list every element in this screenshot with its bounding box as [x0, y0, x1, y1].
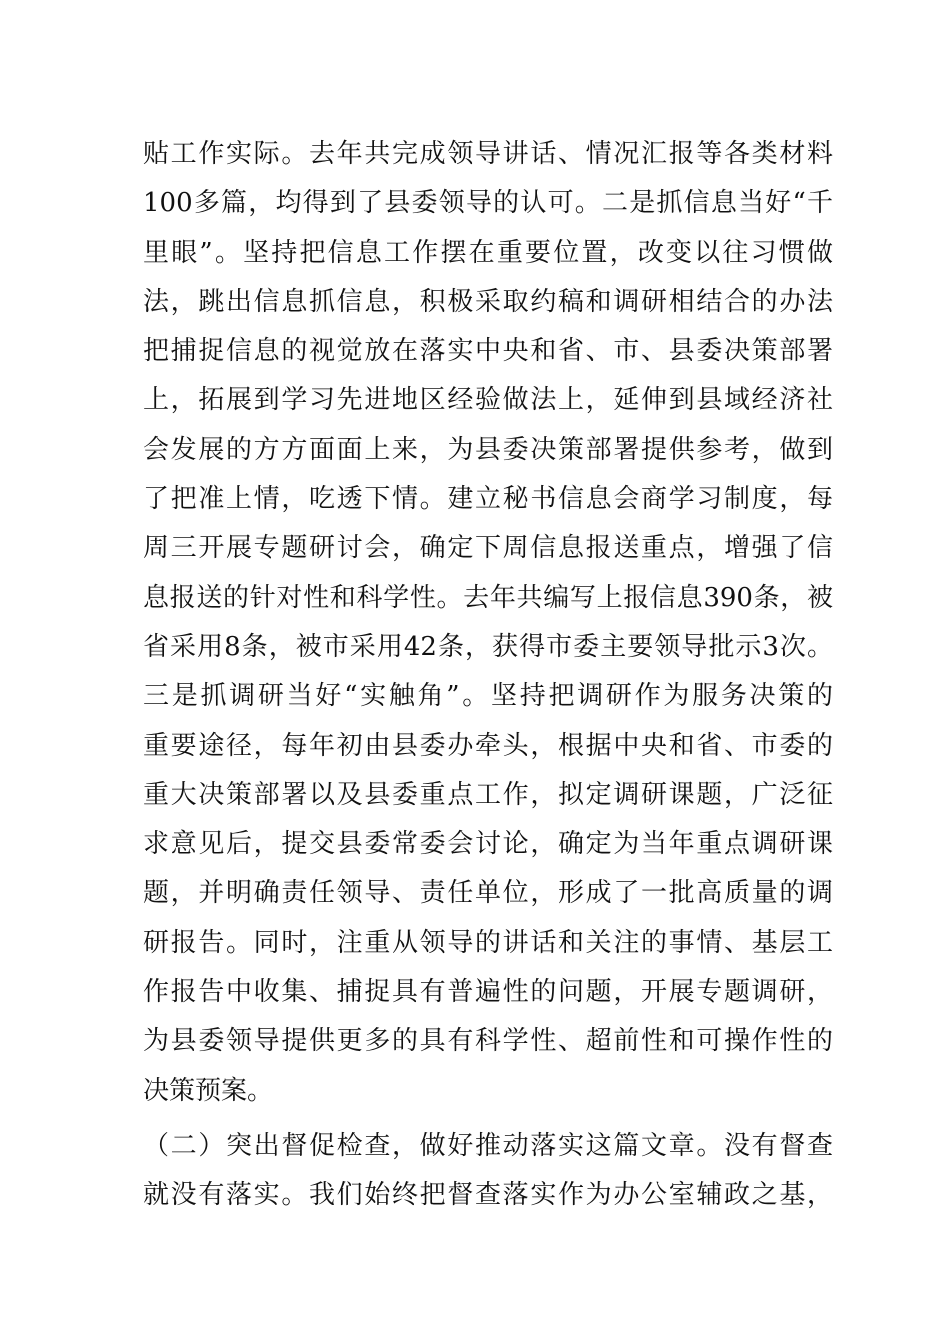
text-line: 息报送的针对性和科学性。去年共编写上报信息390条，被	[143, 582, 833, 613]
text-line: 重要途径，每年初由县委办牵头，根据中央和省、市委的	[143, 730, 833, 761]
text-line: 周三开展专题研讨会，确定下周信息报送重点，增强了信	[143, 533, 833, 564]
text-line: 求意见后，提交县委常委会讨论，确定为当年重点调研课	[143, 829, 833, 860]
document-body	[143, 130, 833, 1221]
text-line: 了把准上情，吃透下情。建立秘书信息会商学习制度，每	[143, 484, 833, 515]
text-line: 三是抓调研当好“实触角”。坚持把调研作为服务决策的	[143, 681, 833, 712]
text-line: 里眼”。坚持把信息工作摆在重要位置，改变以往习惯做	[143, 237, 833, 268]
text-line: 省采用8条，被市采用42条，获得市委主要领导批示3次。	[143, 631, 833, 662]
text-line: 作报告中收集、捕捉具有普遍性的问题，开展专题调研，	[143, 977, 833, 1008]
text-line: 就没有落实。我们始终把督查落实作为办公室辅政之基，	[143, 1180, 833, 1211]
text-line: 会发展的方方面面上来，为县委决策部署提供参考，做到	[143, 434, 833, 465]
text-line: 题，并明确责任领导、责任单位，形成了一批高质量的调	[143, 878, 833, 909]
text-line: 把捕捉信息的视觉放在落实中央和省、市、县委决策部署	[143, 336, 833, 367]
section-heading-line: （二）突出督促检查，做好推动落实这篇文章。没有督查	[143, 1130, 833, 1161]
text-line: 决策预案。	[143, 1075, 274, 1106]
text-line: 贴工作实际。去年共完成领导讲话、情况汇报等各类材料	[143, 139, 833, 169]
text-line: 上，拓展到学习先进地区经验做法上，延伸到县域经济社	[143, 385, 833, 416]
text-line: 重大决策部署以及县委重点工作，拟定调研课题，广泛征	[143, 779, 833, 810]
text-line: 为县委领导提供更多的具有科学性、超前性和可操作性的	[143, 1026, 833, 1057]
text-line: 100多篇，均得到了县委领导的认可。二是抓信息当好“千	[143, 188, 833, 219]
text-line: 研报告。同时，注重从领导的讲话和关注的事情、基层工	[143, 927, 833, 958]
text-line: 法，跳出信息抓信息，积极采取约稿和调研相结合的办法	[143, 286, 833, 317]
